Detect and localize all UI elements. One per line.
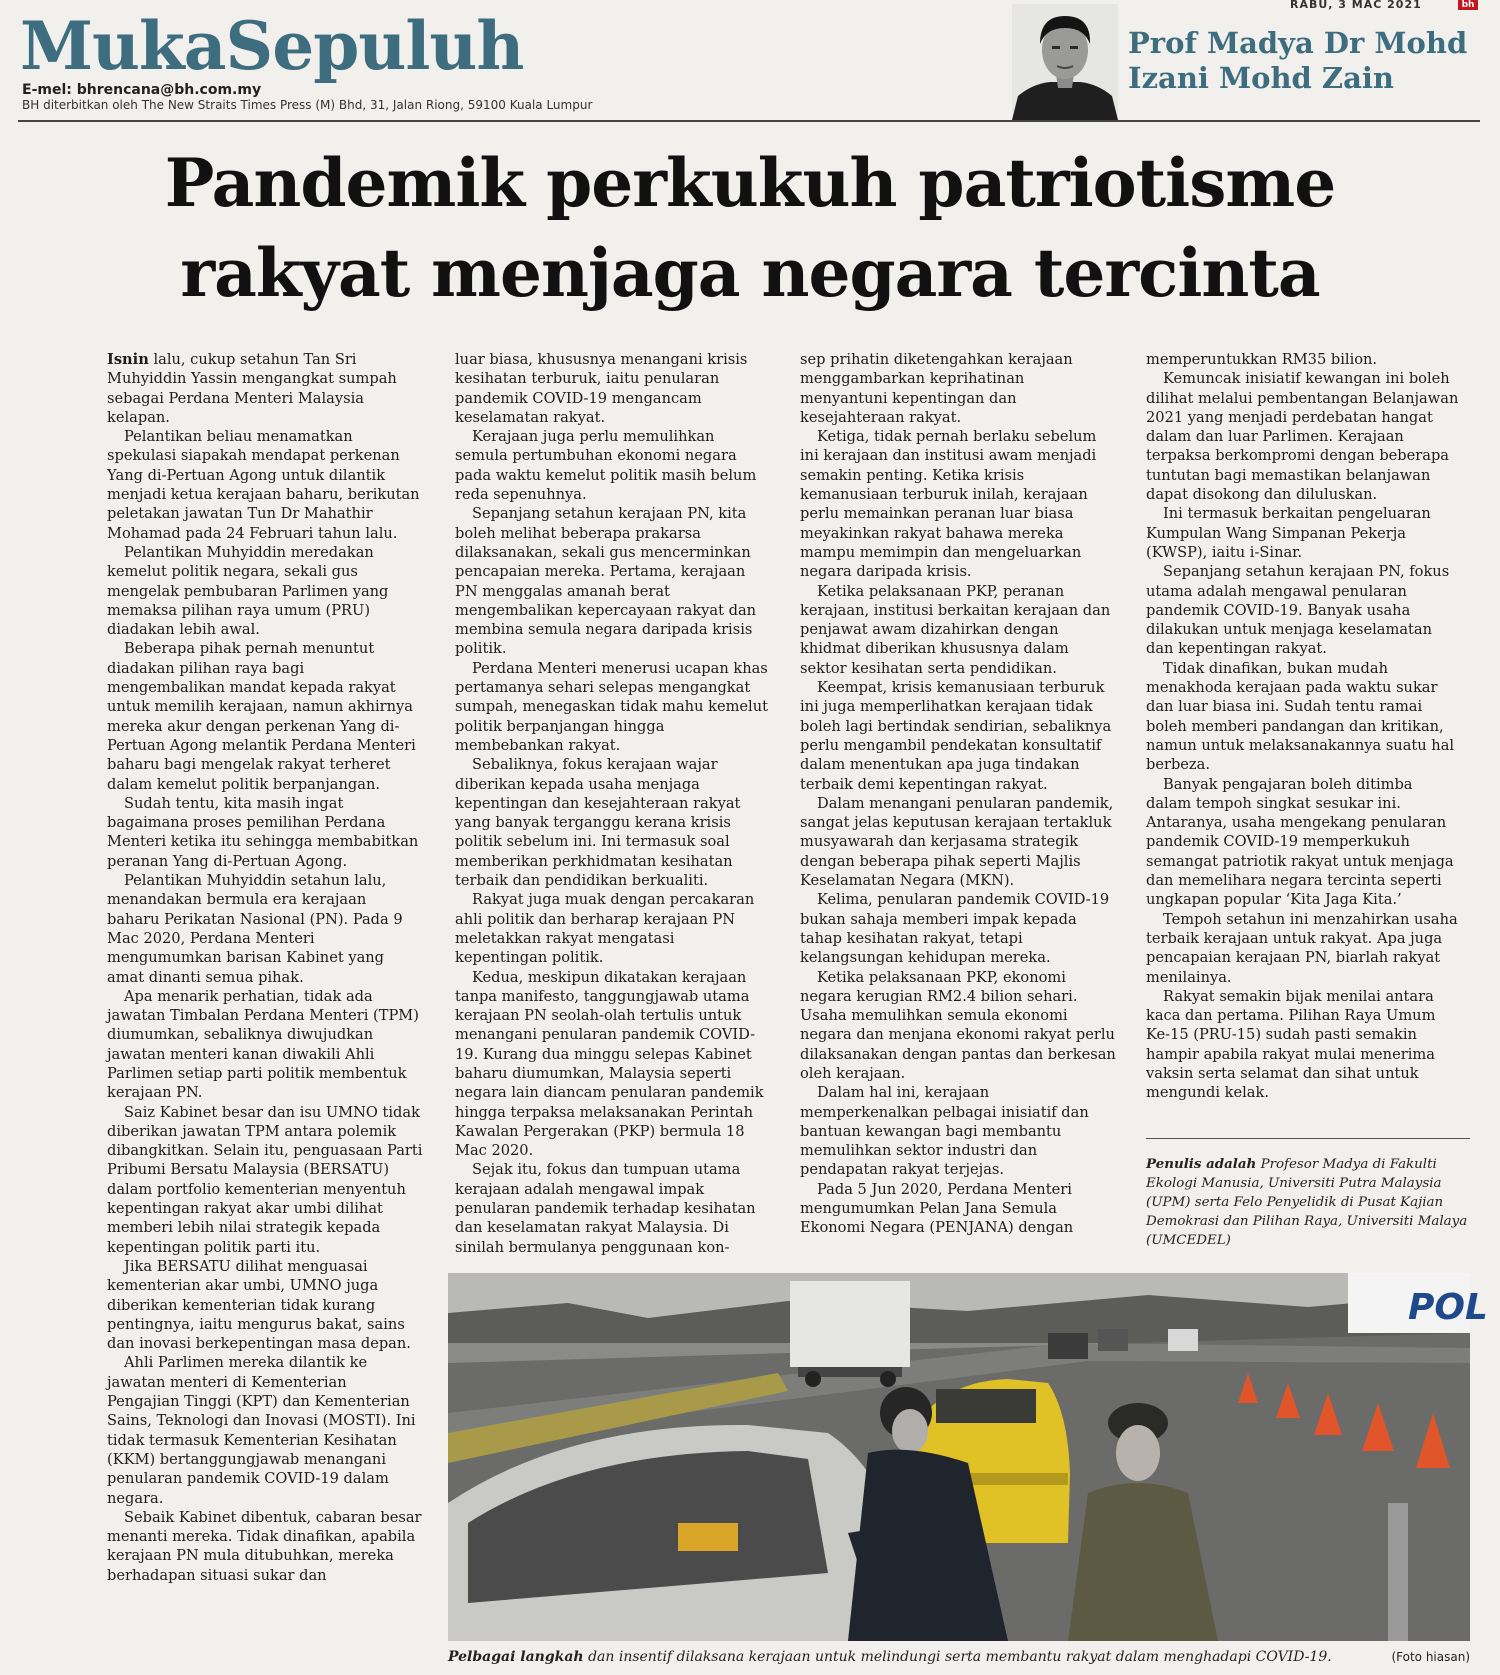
byline-lead: Penulis adalah [1146, 1156, 1257, 1172]
paragraph: Sebaik Kabinet dibentuk, cabaran besar menanti mereka. Tidak dinafikan, apabila kerajaan PN mula ditubuhkan, mereka berhadapan situasi sukar dan [107, 1508, 422, 1584]
paragraph: Ahli Parlimen mereka dilantik ke jawatan menteri di Kementerian Pengajian Tinggi (KPT) dan Kementerian Sains, Teknologi dan Inovasi (MOSTI). Ini tidak termasuk Kementerian Kesihatan (KKM) bertanggungjawab menangani penularan pandemik COVID-19 dalam negara. [107, 1354, 416, 1507]
paragraph [107, 350, 423, 427]
lead-word: Isnin [107, 351, 149, 368]
article-column-1 [107, 350, 423, 1672]
author-name: Prof Madya Dr Mohd Izani Mohd Zain [1128, 26, 1468, 95]
publisher-line: BH diterbitkan oleh The New Straits Times Press (M) Bhd, 31, Jalan Riong, 59100 Kuala Lumpur [22, 98, 593, 112]
paragraph: Dalam hal ini, kerajaan memperkenalkan pelbagai inisiatif dan bantuan kewangan bagi membantu memulihkan sektor industri dan pendapatan rakyat terjejas. [800, 1084, 1089, 1179]
author-portrait [1012, 4, 1118, 120]
paragraph: Sepanjang setahun kerajaan PN, fokus utama adalah mengawal penularan pandemik COVID-19. Banyak usaha dilakukan untuk menjaga keselamatan dan kepentingan rakyat. [1146, 563, 1450, 658]
byline-text: Profesor Madya di Fakulti Ekologi Manusia, Universiti Putra Malaysia (UPM) serta Felo Penyelidik di Pusat Kajian Demokrasi dan Pilihan Raya, Universiti Malaya (UMCEDEL) [1146, 1157, 1468, 1248]
bh-logo: bh [1458, 0, 1478, 10]
paragraph: Tidak dinafikan, bukan mudah menakhoda kerajaan pada waktu sukar dan luar biasa ini. Sudah tentu ramai boleh memberi pandangan dan kritikan, namun untuk melaksanakannya suatu hal berbeza. [1146, 659, 1455, 774]
paragraph: Ketika pelaksanaan PKP, peranan kerajaan, institusi berkaitan kerajaan dan penjawat awam dizahirkan dengan khidmat diberikan khususnya dalam sektor kesihatan serta pendidikan. [800, 582, 1111, 677]
paragraph: Kelima, penularan pandemik COVID-19 bukan sahaja memberi impak kepada tahap kesihatan rakyat, tetapi kelangsungan kehidupan mereka. [800, 891, 1110, 967]
date-line: RABU, 3 MAC 2021 [1290, 0, 1422, 11]
headline-line-2: rakyat menjaga negara tercinta [180, 234, 1320, 312]
paragraph: Kerajaan juga perlu memulihkan semula pertumbuhan ekonomi negara pada waktu kemelut politik masih belum reda sepenuhnya. [455, 428, 757, 504]
paragraph: Perdana Menteri menerusi ucapan khas pertamanya sehari selepas mengangkat sumpah, menegaskan tidak mahu kemelut politik berpanjangan hingga membebankan rakyat. [455, 659, 768, 754]
paragraph: Pelantikan beliau menamatkan spekulasi siapakah mendapat perkenan Yang di-Pertuan Agong untuk dilantik menjadi ketua kerajaan baharu, berikutan peletakan jawatan Tun Dr Mahathir Mohamad pada 24 Februari tahun lalu. [107, 428, 420, 542]
paragraph: Apa menarik perhatian, tidak ada jawatan Timbalan Perdana Menteri (TPM) diumumkan, sebaliknya diwujudkan jawatan menteri kanan diwakili Ahli Parlimen setiap parti politik membentuk kerajaan PN. [107, 987, 419, 1102]
paragraph: Rakyat semakin bijak menilai antara kaca dan pertama. Pilihan Raya Umum Ke-15 (PRU-15) sudah pasti semakin hampir apabila rakyat mulai menerima vaksin serta selamat dan sihat untuk mengundi kelak. [1146, 987, 1436, 1102]
article-column-4 [1146, 350, 1462, 1103]
paragraph: Beberapa pihak pernah menuntut diadakan pilihan raya bagi mengembalikan mandat kepada rakyat untuk memilih kerajaan, namun akhirnya mereka akur dengan perkenan Yang di-Pertuan Agong melantik Perdana Menteri baharu bagi mengelak rakyat terheret dalam kemelut politik berpanjangan. [107, 640, 416, 793]
paragraph: luar biasa, khususnya menangani krisis kesihatan terburuk, iaitu penularan pandemik COVID-19 mengancam keselamatan rakyat. [455, 351, 748, 426]
paragraph: Pelantikan Muhyiddin meredakan kemelut politik negara, sekali gus mengelak pembubaran Parlimen yang memaksa pilihan raya umum (PRU) diadakan lebih awal. [107, 543, 389, 639]
paragraph: Dalam menangani penularan pandemik, sangat jelas keputusan kerajaan tertakluk musyawarah dan kerjasama strategik dengan beberapa pihak seperti Majlis Keselamatan Negara (MKN). [800, 794, 1114, 890]
paragraph: Sebaliknya, fokus kerajaan wajar diberikan kepada usaha menjaga kepentingan dan kesejahteraan rakyat yang banyak terganggu kerana krisis politik sebelum ini. Ini termasuk soal memberikan perkhidmatan kesihatan terbaik dan pendidikan berkualiti. [455, 756, 741, 890]
paragraph: memperuntukkan RM35 bilion. [1146, 351, 1378, 368]
paragraph: Banyak pengajaran boleh ditimba dalam tempoh singkat sesukar ini. Antaranya, usaha mengekang penularan pandemik COVID-19 memperkukuh semangat patriotik rakyat untuk menjaga dan memelihara negara tercinta seperti ungkapan popular ‘Kita Jaga Kita.’ [1146, 775, 1454, 909]
paragraph: Kemuncak inisiatif kewangan ini boleh dilihat melalui pembentangan Belanjawan 2021 yang menjadi perdebatan hangat dalam dan luar Parlimen. Kerajaan terpaksa berkompromi dengan beberapa tuntutan bagi memastikan belanjawan dapat disokong dan diluluskan. [1146, 370, 1459, 504]
caption-lead: Pelbagai langkah [448, 1649, 584, 1665]
roadblock-photo [448, 1273, 1488, 1641]
paragraph: Ketiga, tidak pernah berlaku sebelum ini kerajaan dan institusi awam menjadi semakin penting. Ketika krisis kemanusiaan terburuk inilah, kerajaan perlu memainkan peranan luar biasa meyakinkan rakyat bahawa mereka mampu memimpin dan mengeluarkan negara daripada krisis. [800, 428, 1097, 581]
paragraph: Ketika pelaksanaan PKP, ekonomi negara kerugian RM2.4 bilion sehari. Usaha memulihkan semula ekonomi negara dan menjana ekonomi rakyat perlu dilaksanakan dengan pantas dan berkesan oleh kerajaan. [800, 968, 1116, 1082]
photo-caption [448, 1648, 1470, 1666]
paragraph: Ini termasuk berkaitan pengeluaran Kumpulan Wang Simpanan Pekerja (KWSP), iaitu i-Sinar. [1146, 505, 1431, 561]
sign-text: POL [1408, 1287, 1488, 1328]
author-byline [1146, 1155, 1470, 1250]
paragraph: Kedua, meskipun dikatakan kerajaan tanpa manifesto, tanggungjawab utama kerajaan PN seolah-olah tertulis untuk menangani penularan pandemik COVID-19. Kurang dua minggu selepas Kabinet baharu diumumkan, Malaysia seperti negara lain diancam penularan pandemik hingga terpaksa melaksanakan Perintah Kawalan Pergerakan (PKP) bermula 18 Mac 2020. [455, 968, 764, 1160]
paragraph: Tempoh setahun ini menzahirkan usaha terbaik kerajaan untuk rakyat. Apa juga pencapaian kerajaan PN, biarlah rakyat menilainya. [1146, 910, 1458, 986]
article-headline [20, 138, 1480, 318]
email-contact: E-mel: bhrencana@bh.com.my [22, 82, 262, 98]
paragraph-text: lalu, cukup setahun Tan Sri Muhyiddin Yassin mengangkat sumpah sebagai Perdana Menteri Malaysia kelapan. [107, 351, 397, 426]
section-title: MukaSepuluh [20, 7, 524, 85]
photo-credit: (Foto hiasan) [1391, 1650, 1470, 1664]
paragraph: Sejak itu, fokus dan tumpuan utama kerajaan adalah mengawal impak penularan pandemik terhadap kesihatan dan keselamatan rakyat Malaysia. Di sinilah bermulanya penggunaan kon- [455, 1161, 756, 1256]
paragraph: Rakyat juga muak dengan percakaran ahli politik dan berharap kerajaan PN meletakkan rakyat mengatasi kepentingan politik. [455, 891, 755, 967]
paragraph: Jika BERSATU dilihat menguasai kementerian akar umbi, UMNO juga diberikan kementerian tidak kurang pentingnya, iaitu mengurus bakat, sains dan inovasi berkepentingan masa depan. [107, 1257, 411, 1353]
paragraph: Pelantikan Muhyiddin setahun lalu, menandakan bermula era kerajaan baharu Perikatan Nasional (PN). Pada 9 Mac 2020, Perdana Menteri mengumumkan barisan Kabinet yang amat dinanti semua pihak. [107, 872, 403, 986]
paragraph: sep prihatin diketengahkan kerajaan menggambarkan keprihatinan menyantuni kepentingan dan kesejahteraan rakyat. [800, 351, 1073, 426]
article-column-3 [800, 350, 1116, 1238]
paragraph: Sudah tentu, kita masih ingat bagaimana proses pemilihan Perdana Menteri ketika itu sehingga membabitkan peranan Yang di-Pertuan Agong. [107, 794, 419, 870]
paragraph: Keempat, krisis kemanusiaan terburuk ini juga memperlihatkan kerajaan tidak boleh lagi bertindak sendirian, sebaliknya perlu mengambil pendekatan konsultatif dalam menentukan apa juga tindakan terbaik demi kepentingan rakyat. [800, 679, 1112, 793]
header-divider [18, 120, 1480, 122]
paragraph: Sepanjang setahun kerajaan PN, kita boleh melihat beberapa prakarsa dilaksanakan, sekali gus mencerminkan pencapaian mereka. Pertama, kerajaan PN menggalas amanah berat mengembalikan kepercayaan rakyat dan membina semula negara daripada krisis politik. [455, 505, 757, 658]
byline-divider [1146, 1138, 1470, 1139]
caption-text: dan insentif dilaksana kerajaan untuk melindungi serta membantu rakyat dalam menghadapi COVID-19. [588, 1649, 1332, 1665]
article-column-2 [455, 350, 771, 1257]
headline-line-1: Pandemik perkukuh patriotisme [164, 144, 1336, 222]
paragraph: Saiz Kabinet besar dan isu UMNO tidak diberikan jawatan TPM antara polemik dibangkitkan. Selain itu, penguasaan Parti Pribumi Bersatu Malaysia (BERSATU) dalam portfolio kementerian menyentuh kepentingan rakyat akar umbi dilihat memberi lebih nilai strategik kepada kepentingan politik parti itu. [107, 1103, 423, 1256]
paragraph: Pada 5 Jun 2020, Perdana Menteri mengumumkan Pelan Jana Semula Ekonomi Negara (PENJANA) dengan [800, 1180, 1074, 1237]
